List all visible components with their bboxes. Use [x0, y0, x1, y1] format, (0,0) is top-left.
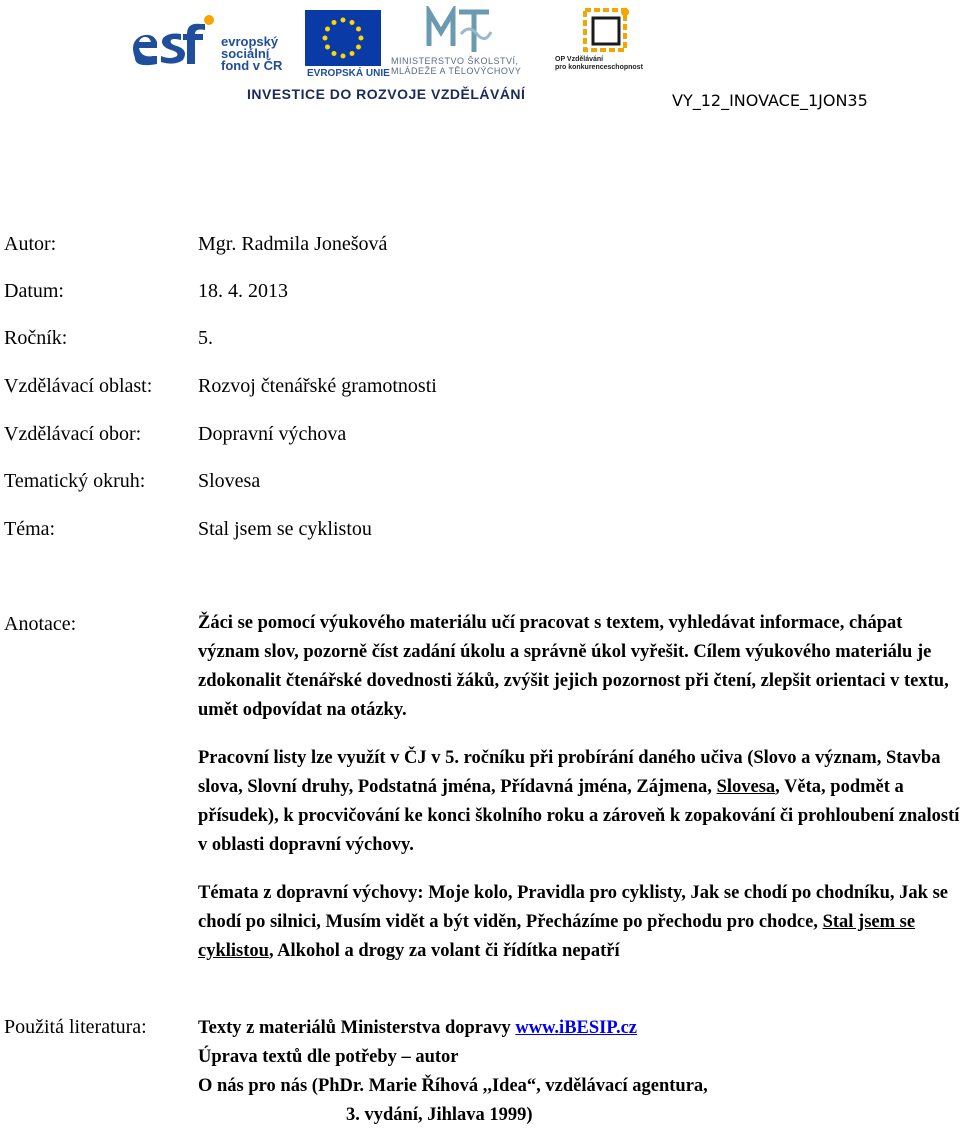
anotace-p3-text-a: Témata z dopravní výchovy: Moje kolo, Pravidla pro cyklisty, Jak se chodí po chodníku, Jak se chodí po silnici, Musím vidět a být viděn, Přecházíme po přechodu pro chodce, [198, 883, 948, 932]
literatura-line-1-text: Texty z materiálů Ministerstva dopravy [198, 1018, 516, 1038]
literatura-line-1 [198, 1014, 958, 1043]
obor-label: Vzdělávací obor: [4, 423, 142, 445]
literatura-label: Použitá literatura: [4, 1016, 147, 1038]
rocnik-label: Ročník: [4, 327, 68, 349]
anotace-paragraph-3 [198, 879, 960, 966]
msmt-label: MINISTERSTVO ŠKOLSTVÍ, MLÁDEŽE A TĚLOVÝCHOVY [391, 56, 522, 76]
tema-label: Téma: [4, 518, 56, 540]
okruh-value: Slovesa [198, 470, 261, 492]
logo-bar [127, 6, 660, 106]
anotace-p2-underlined: Slovesa [716, 777, 776, 797]
anotace-paragraph-2 [198, 744, 960, 860]
msmt-logo-icon [425, 6, 495, 58]
anotace-paragraph-1: Žáci se pomocí výukového materiálu učí pracovat s textem, vyhledávat informace, chápat význam slov, pozorně číst zadání úkolu a správně úkol vyřešit. Cílem výukového materiálu je zdokonalit čtenářské dovednosti žáků, zvýšit jejich pozornost při čtení, zlepšit orientaci v textu, umět odpovídat na otázky. [198, 613, 949, 720]
esf-logo-icon [127, 12, 219, 78]
datum-label: Datum: [4, 280, 64, 302]
anotace-p2-text-b: , Věta, podmět a přísudek), k procvičování ke konci školního roku a zároveň k zopakování či prohloubení znalostí v oblasti dopravní výchovy. [198, 777, 960, 855]
ibesip-link[interactable]: www.iBESIP.cz [515, 1018, 638, 1038]
literatura-line-3: O nás pro nás (PhDr. Marie Říhová ,,Idea“, vzdělávací agentura, [198, 1076, 708, 1096]
document-code: VY_12_INOVACE_1JON35 [672, 91, 868, 110]
datum-value: 18. 4. 2013 [198, 280, 288, 302]
obor-value: Dopravní výchova [198, 423, 347, 445]
anotace-label: Anotace: [4, 613, 77, 635]
esf-subtitle: evropský sociální fond v ČR [221, 34, 283, 73]
okruh-label: Tematický okruh: [4, 470, 146, 492]
op-label: OP Vzdělávání pro konkurenceschopnost [555, 56, 643, 71]
anotace-p3-underlined: Stal jsem se cyklistou [198, 912, 916, 961]
anotace-p3-text-b: , Alkohol a drogy za volant či řídítka nepatří [268, 941, 620, 961]
slogan: INVESTICE DO ROZVOJE VZDĚLÁVÁNÍ [247, 86, 526, 102]
literatura-list [198, 1014, 958, 1130]
autor-value: Mgr. Radmila Jonešová [198, 233, 388, 255]
anotace-p2-text-a: Pracovní listy lze využít v ČJ v 5. ročníku při probírání daného učiva (Slovo a význam, Stavba slova, Slovní druhy, Podstatná jména, Přídavná jména, Zájmena, [198, 748, 941, 797]
rocnik-value: 5. [198, 327, 213, 349]
op-logo-icon [579, 6, 635, 54]
literatura-line-2: Úprava textů dle potřeby – autor [198, 1047, 459, 1067]
eu-flag-icon [305, 10, 381, 66]
tema-value: Stal jsem se cyklistou [198, 518, 372, 540]
eu-label: EVROPSKÁ UNIE [307, 68, 390, 79]
oblast-label: Vzdělávací oblast: [4, 375, 153, 397]
literatura-line-4: 3. vydání, Jihlava 1999) [346, 1105, 533, 1125]
oblast-value: Rozvoj čtenářské gramotnosti [198, 375, 437, 397]
autor-label: Autor: [4, 233, 57, 255]
